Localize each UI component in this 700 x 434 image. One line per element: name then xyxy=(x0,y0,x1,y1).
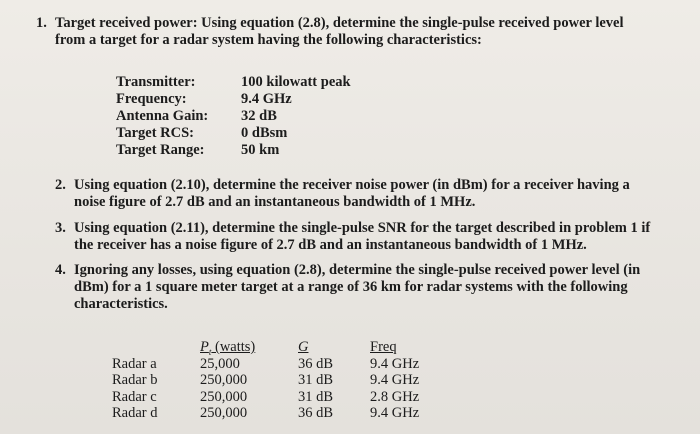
problem-3-text: Using equation (2.11), determine the single-pulse SNR for the target described in problem 1 if the receiver has a noise figure of 2.7 dB and an instantaneous bandwidth of 1 MHz. xyxy=(74,220,651,253)
characteristic-label: Target RCS: xyxy=(116,125,195,141)
characteristic-value: 0 dBsm xyxy=(241,125,288,141)
radar-freq: 9.4 GHz xyxy=(370,355,420,372)
problem-4-number: 4. xyxy=(55,262,66,278)
characteristic-label: Target Range: xyxy=(116,142,205,158)
radar-pt: 250,000 xyxy=(200,388,248,405)
header-freq: Freq xyxy=(370,339,397,355)
radar-pt: 25,000 xyxy=(200,355,240,372)
problem-4-text: Ignoring any losses, using equation (2.8), determine the single-pulse received power level (in dBm) for a 1 square meter target at a range of 36 km for radar systems with the following characteristics. xyxy=(74,262,641,312)
radar-freq: 9.4 GHz xyxy=(370,372,420,388)
characteristic-label: Transmitter: xyxy=(116,74,196,90)
characteristic-value: 100 kilowatt peak xyxy=(241,74,351,90)
characteristic-label: Antenna Gain: xyxy=(116,108,209,124)
characteristic-value: 9.4 GHz xyxy=(241,91,292,107)
header-pt-unit: (watts) xyxy=(215,339,256,355)
problem-1 xyxy=(36,15,656,49)
radar-name: Radar a xyxy=(112,355,157,372)
problem-1-number: 1. xyxy=(36,15,47,31)
problem-2-text: Using equation (2.10), determine the receiver noise power (in dBm) for a receiver having a noise figure of 2.7 dB and an instantaneous bandwidth of 1 MHz. xyxy=(74,177,630,210)
problem-1-text: Target received power: Using equation (2.8), determine the single-pulse received power level from a target for a radar system having the following characteristics: xyxy=(55,15,624,48)
characteristic-value: 50 km xyxy=(241,142,280,158)
radar-gain: 36 dB xyxy=(298,355,334,372)
radar-name: Radar b xyxy=(112,372,158,388)
problem-2 xyxy=(55,177,655,211)
radar-pt: 250,000 xyxy=(200,405,248,421)
characteristic-label: Frequency: xyxy=(116,91,187,107)
problem-4 xyxy=(55,262,655,313)
radar-freq: 2.8 GHz xyxy=(370,388,420,405)
header-pt-subscript: t xyxy=(208,346,212,357)
header-pt-symbol: P xyxy=(200,339,209,355)
radar-gain: 31 dB xyxy=(298,372,334,388)
radar-gain: 31 dB xyxy=(298,388,334,405)
radar-freq: 9.4 GHz xyxy=(370,405,420,421)
problem-3-number: 3. xyxy=(55,220,66,236)
problem-2-number: 2. xyxy=(55,177,66,193)
radar-name: Radar c xyxy=(112,388,157,405)
radar-pt: 250,000 xyxy=(200,372,248,388)
characteristic-value: 32 dB xyxy=(241,108,277,124)
radar-name: Radar d xyxy=(112,405,158,421)
problem-3 xyxy=(55,220,655,254)
header-gain: G xyxy=(298,339,309,355)
radar-gain: 36 dB xyxy=(298,405,334,421)
